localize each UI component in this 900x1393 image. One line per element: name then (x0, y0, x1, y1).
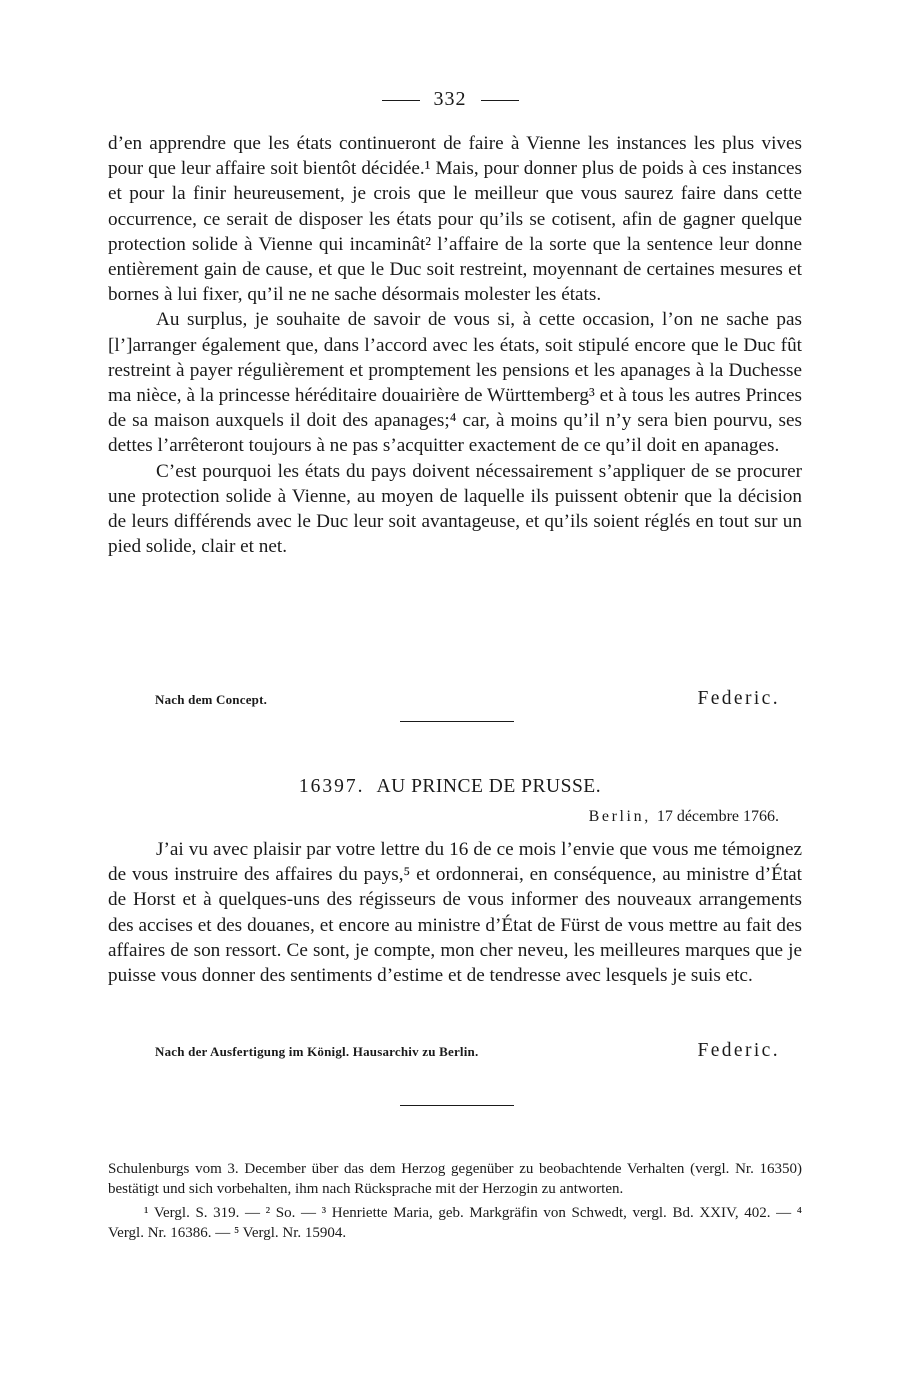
letter1-paragraph-2: Au surplus, je souhaite de savoir de vous si, à cette occasion, l’on ne sache pas [l’]arranger également que, dans l’accord avec les états, soit stipulé encore que le Duc fût restreint à payer régulièrement et promptement les pensions et les apanages à la Duchesse ma nièce, à la princesse héréditaire douairière de Württemberg³ et à tous les autres Princes de sa maison auxquels il doit des apanages;⁴ car, à moins qu’il n’y sera bien pourvu, ses dettes l’arrêteront toujours à ne pas s’acquitter exactement de ce qu’il doit en apanages. (108, 309, 802, 457)
page-header (0, 88, 900, 111)
letter1-paragraph-3: C’est pourquoi les états du pays doivent nécessairement s’appliquer de se procurer une protection solide à Vienne, au moyen de laquelle ils puissent obtenir que la décision de leurs différends avec le Duc leur soit avantageuse, et qu’ils soient réglés en tout sur un pied solide, clair et net. (108, 460, 802, 558)
letter1-footer (155, 684, 780, 712)
letter2-number: 16397. (298, 776, 365, 797)
letter2-title: AU PRINCE DE PRUSSE. (376, 776, 602, 797)
letter2-signature: Federic. (697, 1040, 780, 1061)
letter2-place: Berlin, (588, 808, 651, 825)
section-divider-2 (400, 1105, 514, 1106)
letter2-paragraph: J’ai vu avec plaisir par votre lettre du 16 de ce mois l’envie que vous me témoignez de vous instruire des affaires du pays,⁵ et ordonnerai, en conséquence, au ministre d’État de Horst et à quelques-uns des régisseurs de vous informer des nouveaux arrangements des accises et des douanes, et encore au ministre d’État de Fürst de vous mettre au fait des affaires de son ressort. Ce sont, je compte, mon cher neveu, les meilleures marques que je puisse vous donner des sentiments d’estime et de tendresse avec lesquels je suis etc. (108, 839, 802, 987)
letter2-dateline (589, 808, 779, 826)
letter2-source-note: Nach der Ausfertigung im Königl. Hausarchiv zu Berlin. (155, 1044, 479, 1059)
letter2-heading (0, 776, 900, 798)
header-dash-right (481, 100, 519, 101)
section-divider-1 (400, 721, 514, 722)
letter1-body (108, 131, 802, 559)
letter1-paragraph-1: d’en apprendre que les états continueront de faire à Vienne les instances les plus vives pour que leur affaire soit bientôt décidée.¹ Mais, pour donner plus de poids à ces instances et pour la finir heureusement, je crois que le meilleur que vous saurez faire dans cette occurrence, ce serait de disposer les états pour qu’ils se cotisent, afin de gagner quelque protection solide à Vienne qui incaminât² l’affaire de la sorte que la sentence leur donne entièrement gain de cause, et que le Duc soit restreint, moyennant de certaines mesures et bornes à lui fixer, qu’il ne ne sache désormais molester les états. (108, 133, 802, 306)
letter1-signature: Federic. (697, 688, 780, 709)
header-dash-left (382, 100, 420, 101)
footnote-continuation: Schulenburgs vom 3. December über das dem Herzog gegenüber zu beobachtende Verhalten (vergl. Nr. 16350) bestätigt und sich vorbehalten, ihm nach Rücksprache mit der Herzogin zu antworten. (108, 1161, 802, 1197)
footnotes (108, 1159, 802, 1243)
letter2-body (108, 837, 802, 988)
page-number: 332 (433, 88, 467, 110)
letter2-footer (155, 1036, 780, 1064)
footnote-list: ¹ Vergl. S. 319. — ² So. — ³ Henriette Maria, geb. Markgräfin von Schwedt, vergl. Bd. XXIV, 402. — ⁴ Vergl. Nr. 16386. — ⁵ Vergl. Nr. 15904. (108, 1205, 802, 1241)
letter1-source-note: Nach dem Concept. (155, 692, 268, 707)
letter2-date: 17 décembre 1766. (656, 808, 779, 825)
